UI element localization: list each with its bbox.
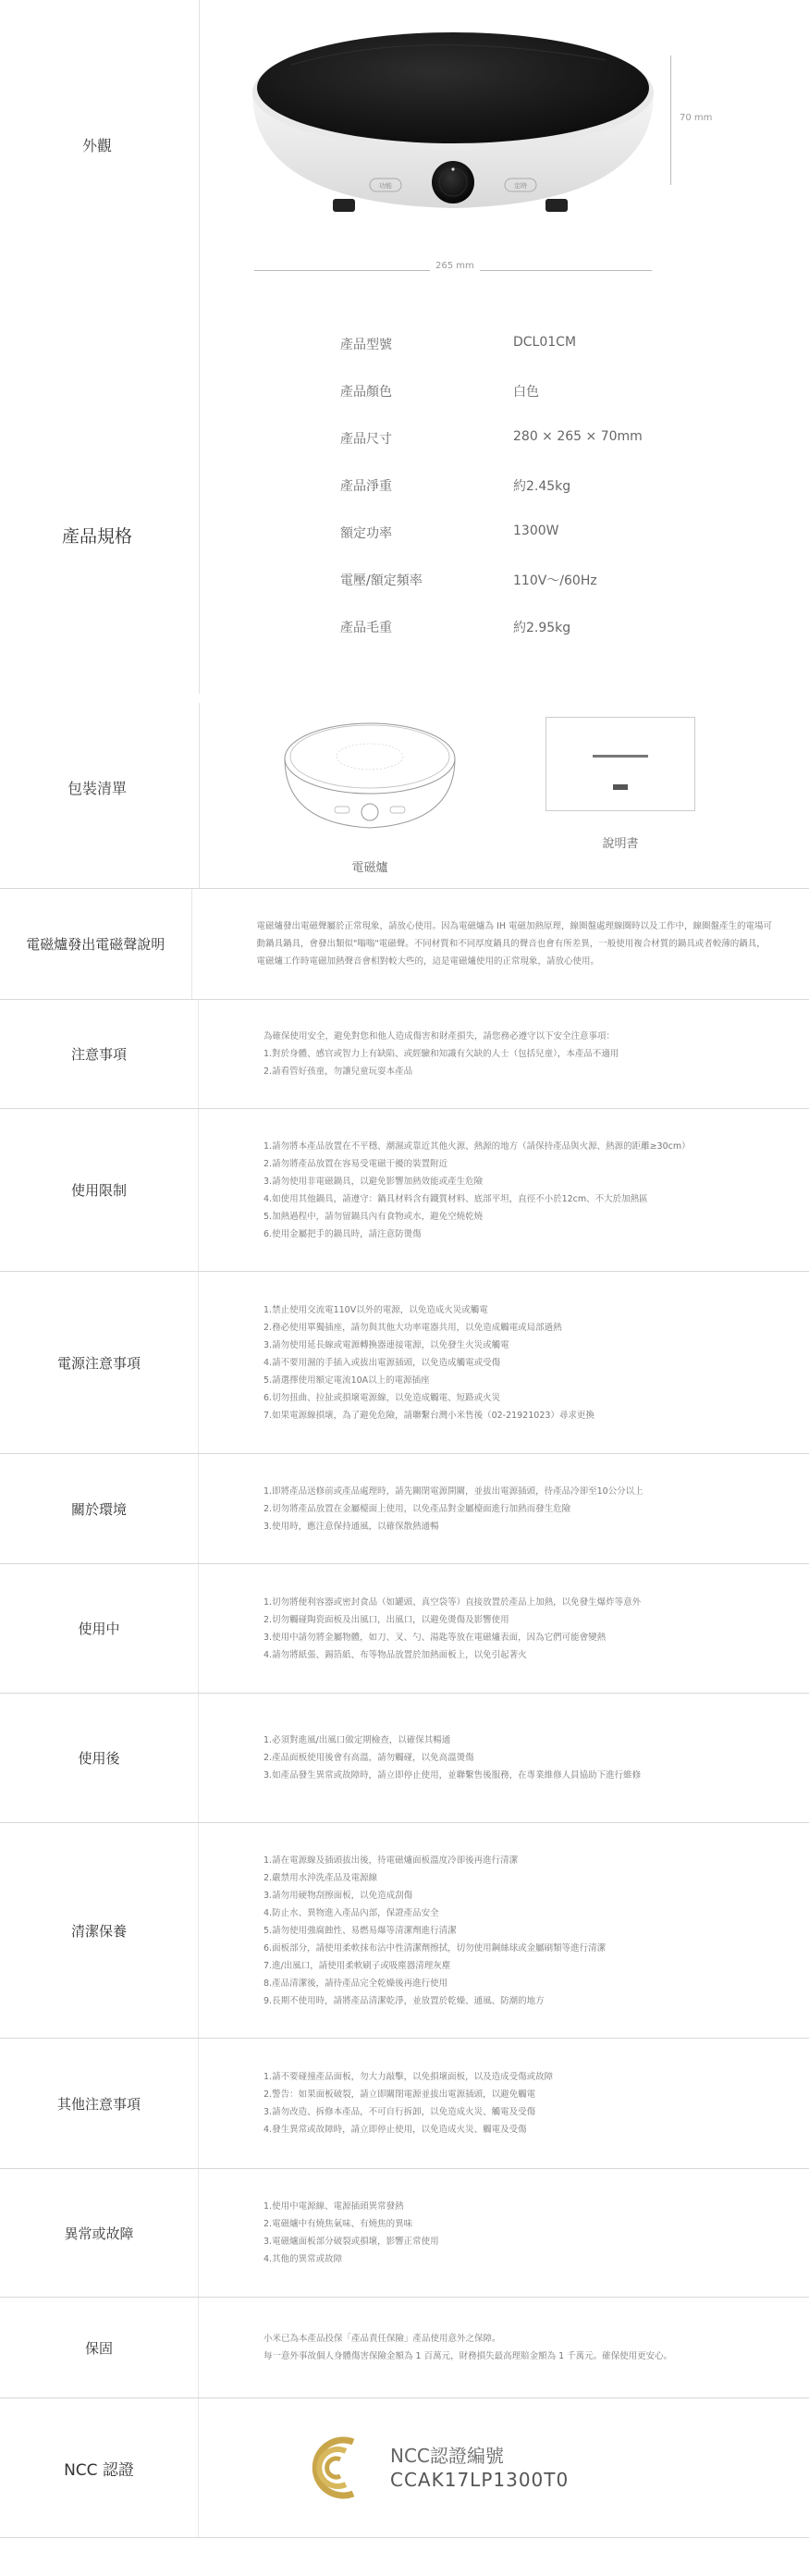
- notice-row: [0, 1563, 809, 1693]
- notice-line: 3.請勿用硬物刮擦面板，以免造成刮傷: [264, 1890, 413, 1901]
- notice-content: [199, 1823, 809, 2038]
- spec-key: 產品尺寸: [340, 432, 392, 447]
- notices-table: [0, 888, 809, 2538]
- notice-label: 電源注意事項: [0, 1272, 199, 1453]
- notice-line: 1.對於身體、感官或智力上有缺陷、或經驗和知識有欠缺的人士（包括兒童），本產品不適用: [264, 1049, 619, 1059]
- notice-label: 關於環境: [0, 1454, 199, 1563]
- notice-label: 使用中: [0, 1564, 199, 1693]
- notice-line: 3.使用中請勿將金屬物體，如刀、叉、勺、湯匙等放在電磁爐表面，因為它們可能會變熱: [264, 1632, 607, 1643]
- ncc-title: NCC認證編號: [390, 2445, 504, 2467]
- specs-label: 產品規格: [61, 526, 132, 547]
- height-dimension-label: 70 mm: [680, 113, 713, 123]
- notice-line: 6.面板部分，請使用柔軟抹布沾中性清潔劑擦拭，切勿使用鋼絲球或金屬刷類等進行清潔: [264, 1942, 607, 1954]
- notice-row: [0, 2168, 809, 2297]
- spec-value: 110V～/60Hz: [513, 573, 597, 588]
- spec-value: 約2.45kg: [513, 479, 571, 494]
- notice-line: 5.請勿使用強腐蝕性、易燃易爆等清潔劑進行清潔: [264, 1925, 457, 1936]
- notice-row: [0, 888, 809, 999]
- notice-line: 3.如產品發生異常或故障時，請立即停止使用，並聯繫售後服務，在專業維修人員協助下進行維修: [264, 1770, 642, 1781]
- notice-row: [0, 1271, 809, 1453]
- notice-line: 6.切勿扭曲、拉扯或損壞電源線，以免造成觸電、短路或火災: [264, 1392, 501, 1403]
- specs-section: [0, 287, 809, 694]
- notice-line: 4.防止水、異物進入產品內部，保證產品安全: [264, 1907, 439, 1918]
- notice-line: 3.電磁爐面板部分破裂或損壞，影響正常使用: [264, 2237, 439, 2247]
- notice-line: 1.請在電源線及插頭拔出後，待電磁爐面板溫度冷卻後再進行清潔: [264, 1855, 519, 1866]
- notice-row: [0, 1108, 809, 1271]
- spec-value: 白色: [513, 385, 539, 400]
- notice-row: [0, 1453, 809, 1563]
- notice-line: 2.切勿觸碰陶瓷面板及出風口，出風口，以避免燙傷及影響使用: [264, 1614, 509, 1625]
- notice-line: 5.請選擇使用額定電流10A以上的電源插座: [264, 1374, 430, 1386]
- package-item-cooker: [277, 703, 462, 875]
- notice-line: 2.務必使用單獨插座，請勿與其他大功率電器共用，以免造成觸電或局部過熱: [264, 1322, 562, 1333]
- notice-content: [199, 1109, 809, 1271]
- notice-line: 1.切勿將便利容器或密封食品（如罐頭、真空袋等）直接放置於產品上加熱，以免發生爆炸等意外: [264, 1596, 642, 1608]
- spec-value: 1300W: [513, 524, 559, 538]
- notice-line: 8.產品清潔後，請待產品完全乾燥後再進行使用: [264, 1978, 448, 1989]
- width-dimension-label: 265 mm: [430, 261, 480, 271]
- notice-line: 動鍋具鍋具，會發出類似"嗡嗡"電磁聲。不同材質和不同厚度鍋具的聲音也會有所差異，一般使用複合材質的鍋具或者較薄的鍋具，: [256, 939, 766, 949]
- ncc-badge: [305, 2431, 772, 2505]
- notice-label: 使用限制: [0, 1109, 199, 1271]
- ncc-label: NCC 認證: [0, 2398, 199, 2537]
- spec-key: 額定功率: [340, 526, 392, 541]
- notice-label: 清潔保養: [0, 1823, 199, 2038]
- notice-line: 2.警告：如果面板破裂，請立即關閉電源並拔出電源插頭，以避免觸電: [264, 2089, 536, 2100]
- section-divider: [199, 0, 200, 287]
- notice-line: 4.如使用其他鍋具，請遵守：鍋具材料含有鐵質材料、底部平坦，直徑不小於12cm、不大於加熱區: [264, 1193, 648, 1204]
- notice-row: [0, 2297, 809, 2397]
- notice-line: 1.使用中電源線、電源插頭異常發熱: [264, 2201, 404, 2212]
- spec-row: [340, 335, 729, 382]
- notice-line: 3.請勿使用延長線或電源轉換器連接電源，以免發生火災或觸電: [264, 1339, 509, 1350]
- notice-content: [199, 1564, 809, 1693]
- timer-button-label: 定時: [514, 182, 527, 190]
- notice-line: 4.請不要用濕的手插入或拔出電源插頭，以免造成觸電或受傷: [264, 1357, 501, 1368]
- notice-line: 1.禁止使用交流電110V以外的電源，以免造成火災或觸電: [264, 1304, 488, 1315]
- spec-row: [340, 382, 729, 429]
- notice-line: 2.切勿將產品放置在金屬檯面上使用，以免產品對金屬檯面進行加熱而發生危險: [264, 1503, 571, 1514]
- notice-content: [199, 2039, 809, 2168]
- ncc-logo-icon: [305, 2431, 379, 2505]
- notice-content: [199, 1694, 809, 1822]
- notice-content: [199, 1454, 809, 1563]
- spec-value: DCL01CM: [513, 335, 577, 350]
- height-dimension-line: [670, 55, 671, 185]
- spec-key: 產品毛重: [340, 621, 392, 635]
- appearance-label: 外觀: [81, 137, 112, 154]
- notice-line: 2.產品面板使用後會有高溫，請勿觸碰，以免高溫燙傷: [264, 1753, 474, 1763]
- notice-row: [0, 1822, 809, 2038]
- notice-line: 7.如果電源線損壞，為了避免危險，請聯繫台灣小米售後（02-21921023）尋求更換: [264, 1410, 594, 1421]
- notice-line: 1.請勿將本產品放置在不平穩、潮濕或靠近其他火源、熱源的地方（請保持產品與火源、熱源的距離≥30cm）: [264, 1140, 691, 1152]
- notice-line: 4.其他的異常或故障: [264, 2254, 343, 2264]
- notice-content: [199, 1272, 809, 1453]
- manual-icon: [545, 717, 695, 811]
- notice-line: 7.進/出風口，請使用柔軟刷子或吸塵器清理灰塵: [264, 1960, 451, 1971]
- notice-label: 其他注意事項: [0, 2039, 199, 2168]
- notice-line: 1.請不要碰撞產品面板，勿大力敲擊，以免損壞面板，以及造成受傷或故障: [264, 2072, 554, 2082]
- notice-label: 注意事項: [0, 1000, 199, 1108]
- notice-row: [0, 1693, 809, 1822]
- notice-row: [0, 2038, 809, 2168]
- notice-content: [199, 2298, 809, 2397]
- notice-line: 2.電磁爐中有燒焦氣味、有燒焦的異味: [264, 2219, 413, 2229]
- spec-row: [340, 571, 729, 618]
- package-section: [0, 694, 809, 888]
- induction-cooker-image: [236, 23, 670, 231]
- notice-content: [199, 1000, 809, 1108]
- spec-value: 約2.95kg: [513, 621, 571, 635]
- spec-row: [340, 429, 729, 476]
- spec-value: 280 × 265 × 70mm: [513, 429, 643, 444]
- notice-line: 2.請看管好孩童，勿讓兒童玩耍本產品: [264, 1066, 413, 1077]
- notice-label: 異常或故障: [0, 2169, 199, 2297]
- notice-line: 電磁爐工作時電磁加熱聲音會相對較大些的，這是電磁爐使用的正常現象，請放心使用。: [256, 956, 600, 967]
- notice-line: 4.請勿將紙張、錫箔紙、布等物品放置於加熱面板上，以免引起著火: [264, 1649, 527, 1660]
- package-item-manual: [545, 717, 695, 851]
- notice-line: 6.使用金屬把手的鍋具時，請注意防燙傷: [264, 1228, 422, 1239]
- spec-key: 電壓/額定頻率: [340, 573, 423, 588]
- notice-line: 2.請勿將產品放置在容易受電磁干擾的裝置附近: [264, 1158, 448, 1169]
- spec-table: [340, 335, 729, 665]
- notice-line: 5.加熱過程中，請勿留鍋具內有食物或水，避免空燒乾燒: [264, 1211, 484, 1222]
- notice-label: 保固: [0, 2298, 199, 2397]
- notice-line: 3.請勿改造、拆修本產品，不可自行拆卸，以免造成火災、觸電及受傷: [264, 2107, 536, 2117]
- notice-line: 1.即將產品送修前或產品處理時，請先關閉電源開關，並拔出電源插頭，待產品冷卻至10公分以上: [264, 1485, 644, 1497]
- ncc-row: [0, 2397, 809, 2538]
- spec-key: 產品顏色: [340, 385, 392, 400]
- notice-line: 9.長期不使用時，請將產品清潔乾淨，並放置於乾燥、通風、防潮的地方: [264, 1995, 545, 2006]
- ncc-content: [199, 2398, 809, 2537]
- notice-line: 小米已為本產品投保「產品責任保險」產品使用意外之保障。: [264, 2334, 501, 2344]
- package-label: 包裝清單: [67, 780, 127, 797]
- notice-line: 2.嚴禁用水沖洗產品及電源線: [264, 1872, 378, 1883]
- spec-row: [340, 524, 729, 571]
- spec-row: [340, 476, 729, 524]
- spec-key: 產品型號: [340, 338, 392, 352]
- notice-row: [0, 999, 809, 1108]
- section-divider: [199, 287, 200, 694]
- notice-line: 1.必須對進風/出風口做定期檢查，以確保其暢通: [264, 1735, 451, 1745]
- notice-line: 4.發生異常或故障時，請立即停止使用，以免造成火災、觸電及受傷: [264, 2125, 527, 2135]
- appearance-section: [0, 0, 809, 287]
- notice-line: 為確保使用安全，避免對您和他人造成傷害和財產損失，請您務必遵守以下安全注意事項：: [264, 1031, 616, 1041]
- spec-key: 產品淨重: [340, 479, 392, 494]
- notice-label: 電磁爐發出電磁聲說明: [0, 889, 192, 999]
- package-item-caption: 說明書: [602, 837, 639, 851]
- notice-content: [192, 889, 809, 999]
- notice-label: 使用後: [0, 1694, 199, 1822]
- notice-line: 電磁爐發出電磁聲屬於正常現象，請放心使用。因為電磁爐為 IH 電磁加熱原理，線圈盤處理線圈時以及工作中，線圈盤產生的電場可: [256, 921, 772, 931]
- package-item-caption: 電磁爐: [351, 861, 388, 875]
- notice-content: [199, 2169, 809, 2297]
- notice-line: 每一意外事故個人身體傷害保險金額為 1 百萬元，財務損失最高理賠金額為 1 千萬元。確保使用更安心。: [264, 2351, 673, 2361]
- function-button-label: 功能: [379, 182, 392, 190]
- ncc-code: CCAK17LP1300T0: [390, 2469, 570, 2491]
- section-divider: [199, 703, 200, 888]
- spec-row: [340, 618, 729, 665]
- cooker-outline-icon: [277, 703, 462, 846]
- notice-line: 3.使用時，應注意保持通風，以確保散熱通暢: [264, 1521, 439, 1532]
- notice-line: 3.請勿使用非電磁鍋具，以避免影響加熱效能或產生危險: [264, 1176, 484, 1187]
